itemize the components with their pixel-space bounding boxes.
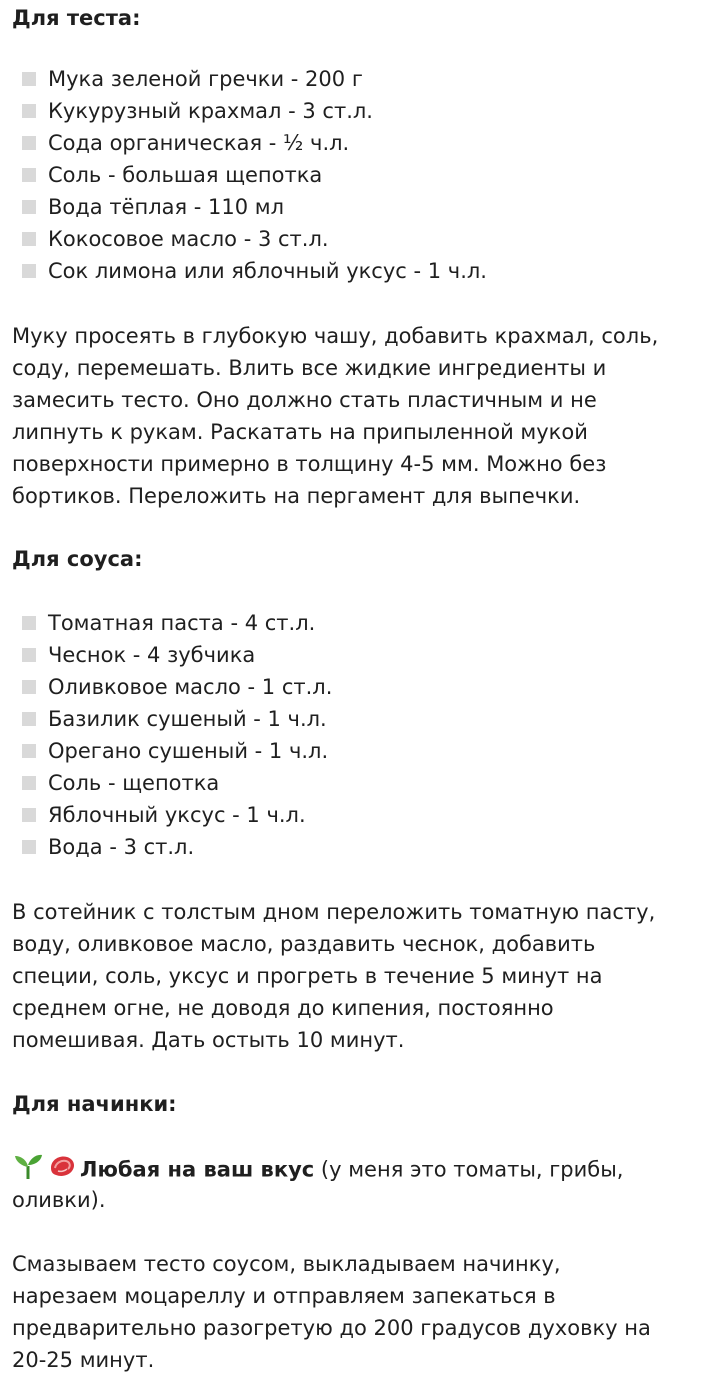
list-item: Соль - большая щепотка	[12, 159, 487, 191]
list-item: Соль - щепотка	[12, 767, 332, 799]
dough-heading: Для теста:	[12, 6, 141, 30]
list-item: Мука зеленой гречки - 200 г	[12, 63, 487, 95]
bullet-icon	[22, 168, 36, 182]
dough-instructions: Муку просеять в глубокую чашу, добавить крахмал, соль, соду, перемешать. Влить все жидкие ингредиенты и замесить тесто. Оно должно стать пластичным и не липнуть к рукам. Раскатать на припыленной мукой поверхности примерно в толщину 4-5 мм. Можно без бортиков. Переложить на пергамент для выпечки.	[12, 324, 659, 508]
bullet-icon	[22, 744, 36, 758]
bullet-icon	[22, 136, 36, 150]
filling-heading: Для начинки:	[12, 1092, 177, 1116]
bullet-icon	[22, 808, 36, 822]
list-item: Сок лимона или яблочный уксус - 1 ч.л.	[12, 255, 487, 287]
bullet-icon	[22, 776, 36, 790]
filling-bold-text: Любая на ваш вкус	[80, 1157, 315, 1182]
bullet-icon	[22, 104, 36, 118]
sauce-instructions: В сотейник с толстым дном переложить томатную пасту, воду, оливковое масло, раздавить чеснок, добавить специи, соль, уксус и прогреть в течение 5 минут на среднем огне, не доводя до кипения, постоянно помешивая. Дать остыть 10 минут.	[12, 900, 656, 1052]
list-item: Орегано сушеный - 1 ч.л.	[12, 735, 332, 767]
filling-description: Любая на ваш вкус (у меня это томаты, грибы, оливки).	[12, 1152, 688, 1216]
bullet-icon	[22, 232, 36, 246]
bullet-icon	[22, 200, 36, 214]
bullet-icon	[22, 712, 36, 726]
list-item: Вода тёплая - 110 мл	[12, 191, 487, 223]
list-item: Кукурузный крахмал - 3 ст.л.	[12, 95, 487, 127]
sauce-ingredients-list	[12, 607, 332, 863]
list-item: Сода органическая - ½ ч.л.	[12, 127, 487, 159]
bullet-icon	[22, 680, 36, 694]
list-item: Кокосовое масло - 3 ст.л.	[12, 223, 487, 255]
bullet-icon	[22, 264, 36, 278]
list-item: Томатная паста - 4 ст.л.	[12, 607, 332, 639]
dough-ingredients-list	[12, 63, 487, 287]
list-item: Чеснок - 4 зубчика	[12, 639, 332, 671]
sauce-heading: Для соуса:	[12, 547, 143, 571]
filling-rest-text: (у меня это томаты, грибы,	[314, 1157, 624, 1182]
bullet-icon	[22, 648, 36, 662]
bullet-icon	[22, 72, 36, 86]
list-item: Оливковое масло - 1 ст.л.	[12, 671, 332, 703]
bullet-icon	[22, 840, 36, 854]
list-item: Вода - 3 ст.л.	[12, 831, 332, 863]
list-item: Базилик сушеный - 1 ч.л.	[12, 703, 332, 735]
list-item: Яблочный уксус - 1 ч.л.	[12, 799, 332, 831]
bullet-icon	[22, 616, 36, 630]
filling-instructions: Смазываем тесто соусом, выкладываем начинку, нарезаем моцареллу и отправляем запекаться в предварительно разогретую до 200 градусов духовку на 20-25 минут.	[12, 1252, 651, 1372]
